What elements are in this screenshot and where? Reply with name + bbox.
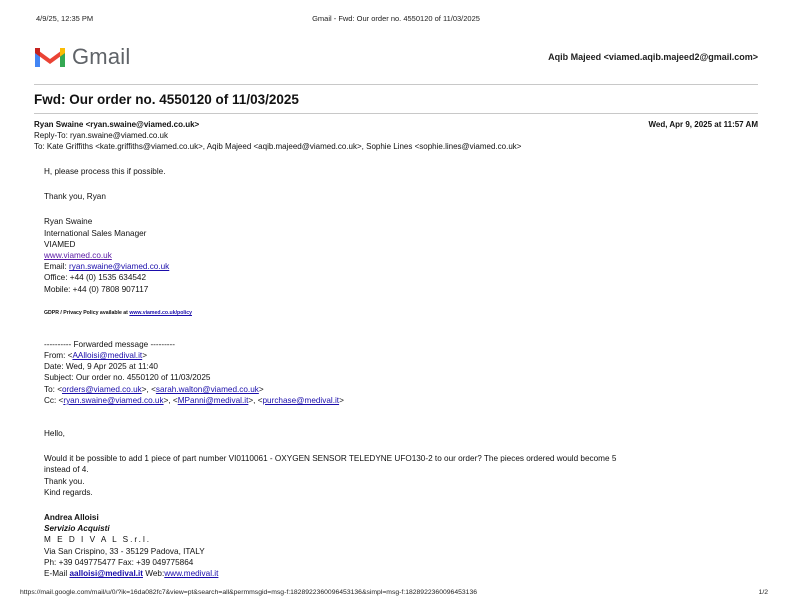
fwd-punct: > bbox=[339, 395, 344, 405]
fwd-punct: >, < bbox=[163, 395, 178, 405]
print-footer-url: https://mail.google.com/mail/u/0/?ik=16da082fc7&view=pt&search=all&permmsgid=msg-f:1828922360096453136&simpl=msg-f:1828922360096453136 bbox=[20, 589, 478, 596]
fwd-regards: Kind regards. bbox=[44, 487, 93, 497]
fwd-cc-label: Cc: < bbox=[44, 395, 64, 405]
signature-mobile-phone: Mobile: +44 (0) 7808 907117 bbox=[44, 284, 149, 294]
fwd-request: instead of 4. bbox=[44, 465, 89, 475]
gdpr-policy-link[interactable]: www.viamed.co.uk/policy bbox=[129, 309, 193, 316]
divider bbox=[34, 84, 758, 85]
email-subject: Fwd: Our order no. 4550120 of 11/03/2025 bbox=[34, 92, 299, 107]
fwd-signature-dept: Servizio Acquisti bbox=[44, 524, 110, 534]
fwd-from-label: From: < bbox=[44, 351, 73, 361]
email-label: Email: bbox=[44, 262, 70, 272]
signature-title: International Sales Manager bbox=[44, 228, 147, 238]
print-title: Gmail - Fwd: Our order no. 4550120 of 11/03/2025 bbox=[312, 14, 480, 23]
fwd-signature-name: Andrea Alloisi bbox=[44, 513, 99, 523]
fwd-signature-email-link[interactable]: aalloisi@medival.it bbox=[69, 569, 143, 579]
signature-office-phone: Office: +44 (0) 1535 634542 bbox=[44, 273, 147, 283]
fwd-to-email-link[interactable]: sarah.walton@viamed.co.uk bbox=[155, 384, 259, 394]
fwd-cc-email-link[interactable]: purchase@medival.it bbox=[262, 395, 340, 405]
message-body bbox=[44, 166, 764, 579]
fwd-web-label: Web: bbox=[143, 569, 165, 579]
sender: Ryan Swaine <ryan.swaine@viamed.co.uk> bbox=[34, 120, 200, 129]
fwd-cc-email-link[interactable]: ryan.swaine@viamed.co.uk bbox=[63, 395, 164, 405]
gmail-logo-icon bbox=[34, 44, 66, 68]
signature-email-link[interactable]: ryan.swaine@viamed.co.uk bbox=[69, 262, 170, 272]
gdpr-text: GDPR / Privacy Policy available at bbox=[44, 309, 130, 316]
body-line: Thank you, Ryan bbox=[44, 192, 106, 202]
forward-divider: ---------- Forwarded message --------- bbox=[44, 339, 175, 349]
fwd-subject: Subject: Our order no. 4550120 of 11/03/2025 bbox=[44, 373, 211, 383]
fwd-thanks: Thank you. bbox=[44, 476, 85, 486]
recipients: To: Kate Griffiths <kate.griffiths@viamed.co.uk>, Aqib Majeed <aqib.majeed@viamed.co.uk>, Sophie Lines <sophie.lines@viamed.co.uk> bbox=[34, 142, 522, 151]
signature-website-link[interactable]: www.viamed.co.uk bbox=[44, 251, 112, 261]
reply-to: Reply-To: ryan.swaine@viamed.co.uk bbox=[34, 131, 168, 140]
divider bbox=[34, 113, 758, 114]
signature-name: Ryan Swaine bbox=[44, 217, 93, 227]
fwd-punct: >, < bbox=[141, 384, 156, 394]
fwd-request: Would it be possible to add 1 piece of part number VI0110061 - OXYGEN SENSOR TELEDYNE UFO130-2 to our order? The pieces ordered would become 5 bbox=[44, 454, 617, 464]
account-name: Aqib Majeed <viamed.aqib.majeed2@gmail.com> bbox=[548, 52, 758, 62]
fwd-from-email-link[interactable]: AAlloisi@medival.it bbox=[72, 351, 143, 361]
fwd-signature-address: Via San Crispino, 33 - 35129 Padova, ITALY bbox=[44, 546, 205, 556]
print-date: 4/9/25, 12:35 PM bbox=[36, 14, 94, 23]
fwd-date: Date: Wed, 9 Apr 2025 at 11:40 bbox=[44, 362, 158, 372]
signature-company: VIAMED bbox=[44, 239, 76, 249]
fwd-email-label: E-Mail bbox=[44, 569, 70, 579]
sent-date: Wed, Apr 9, 2025 at 11:57 AM bbox=[648, 120, 758, 129]
fwd-punct: > bbox=[142, 351, 147, 361]
page-number: 1/2 bbox=[758, 589, 768, 596]
fwd-cc-email-link[interactable]: MPanni@medival.it bbox=[177, 395, 249, 405]
fwd-to-email-link[interactable]: orders@viamed.co.uk bbox=[61, 384, 142, 394]
fwd-signature-website-link[interactable]: www.medival.it bbox=[164, 569, 219, 579]
fwd-signature-phone: Ph: +39 049775477 Fax: +39 049775864 bbox=[44, 557, 194, 567]
fwd-greeting: Hello, bbox=[44, 429, 65, 439]
gmail-logo-text: Gmail bbox=[72, 44, 131, 69]
fwd-punct: >, < bbox=[248, 395, 263, 405]
fwd-to-label: To: < bbox=[44, 384, 62, 394]
body-line: H, please process this if possible. bbox=[44, 167, 166, 176]
fwd-punct: > bbox=[258, 384, 264, 394]
fwd-signature-company: M E D I V A L S.r.l. bbox=[44, 535, 152, 545]
